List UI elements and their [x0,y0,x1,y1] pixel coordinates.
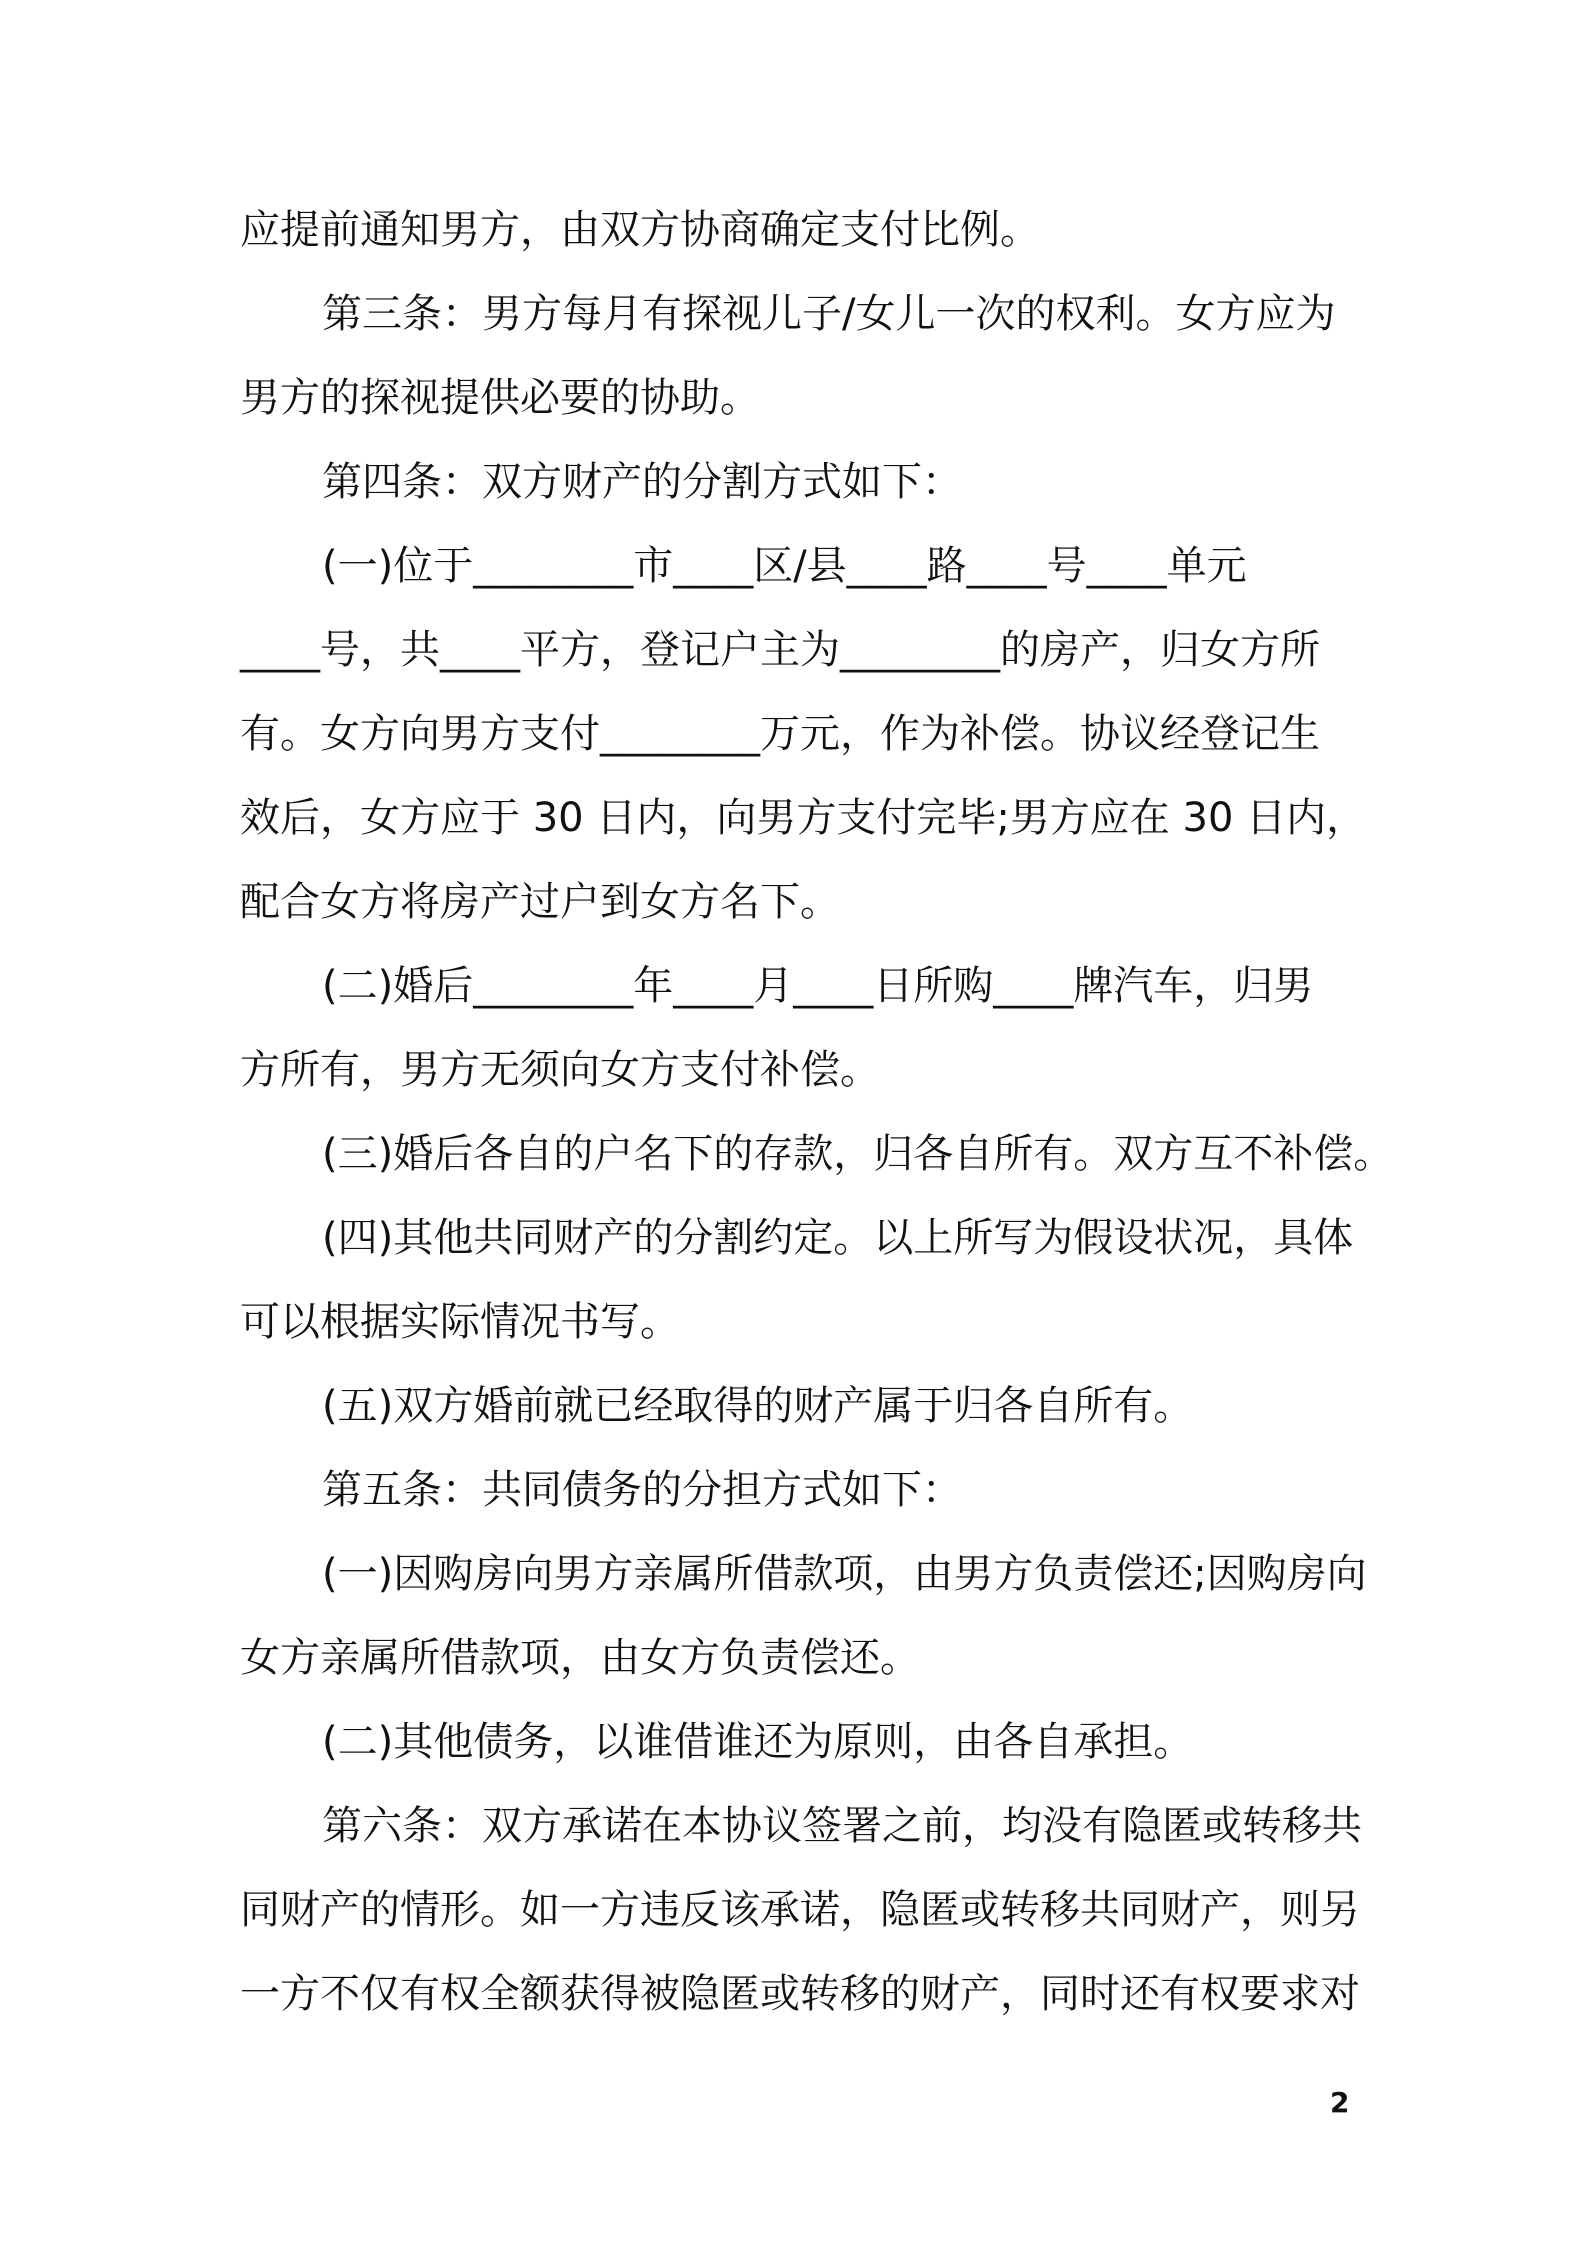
text-line: (一)因购房向男方亲属所借款项，由男方负责偿还;因购房向 [322,1551,1367,1597]
page-number: 2 [1330,2086,1350,2119]
text-line: 方所有，男方无须向女方支付补偿。 [240,1047,880,1093]
text-line: 第六条：双方承诺在本协议签署之前，均没有隐匿或转移共 [322,1803,1362,1849]
text-line: 同财产的情形。如一方违反该承诺，隐匿或转移共同财产，则另 [240,1887,1360,1933]
text-line: (三)婚后各自的户名下的存款，归各自所有。双方互不补偿。 [322,1131,1394,1177]
text-line: (五)双方婚前就已经取得的财产属于归各自所有。 [322,1383,1194,1429]
text-line: (二)其他债务，以谁借谁还为原则，由各自承担。 [322,1719,1194,1765]
text-line: 第三条：男方每月有探视儿子/女儿一次的权利。女方应为 [322,291,1336,337]
text-line: 应提前通知男方，由双方协商确定支付比例。 [240,207,1040,253]
text-line: 一方不仅有权全额获得被隐匿或转移的财产，同时还有权要求对 [240,1971,1360,2017]
text-line: 第四条：双方财产的分割方式如下： [322,459,962,505]
text-line: ____号，共____平方，登记户主为________的房产，归女方所 [240,627,1320,673]
text-line: 可以根据实际情况书写。 [240,1299,680,1345]
text-line: 有。女方向男方支付________万元，作为补偿。协议经登记生 [240,711,1320,757]
text-line: (四)其他共同财产的分割约定。以上所写为假设状况，具体 [322,1215,1354,1261]
text-line: 女方亲属所借款项，由女方负责偿还。 [240,1635,920,1681]
text-line: 第五条：共同债务的分担方式如下： [322,1467,962,1513]
text-line: (一)位于________市____区/县____路____号____单元 [322,543,1247,589]
text-line: 效后，女方应于 30 日内，向男方支付完毕;男方应在 30 日内， [240,795,1367,841]
text-line: 配合女方将房产过户到女方名下。 [240,879,840,925]
text-line: 男方的探视提供必要的协助。 [240,375,760,421]
text-line: (二)婚后________年____月____日所购____牌汽车，归男 [322,963,1314,1009]
